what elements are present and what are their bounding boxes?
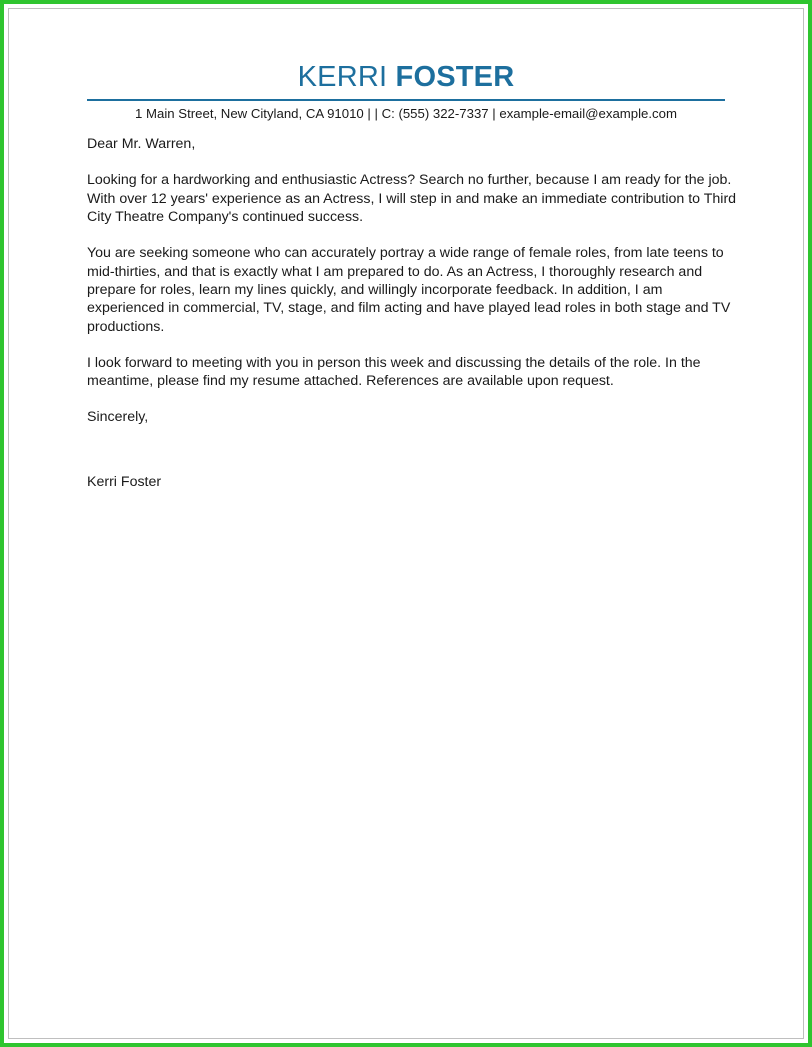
applicant-name	[0, 60, 812, 94]
header-divider	[87, 99, 725, 101]
letter-paragraph: You are seeking someone who can accurately portray a wide range of female roles, from late teens to mid-thirties, and that is exactly what I am prepared to do. As an Actress, I thoroughly research and prepare for roles, learn my lines quickly, and willingly incorporate feedback. In addition, I am experienced in commercial, TV, stage, and film acting and have played lead roles in both stage and TV productions.	[87, 245, 731, 335]
contact-line: 1 Main Street, New Cityland, CA 91010 | | C: (555) 322-7337 | example-email@example.com	[135, 106, 677, 121]
last-name: FOSTER	[395, 61, 515, 93]
letter-signature: Kerri Foster	[87, 474, 162, 491]
first-name: KERRI	[297, 61, 388, 93]
letter-paragraph: I look forward to meeting with you in person this week and discussing the details of the role. In the meantime, please find my resume attached. References are available upon request.	[87, 354, 701, 390]
letter-body	[87, 135, 737, 492]
letter-greeting: Dear Mr. Warren,	[87, 136, 196, 152]
letter-paragraph: Looking for a hardworking and enthusiastic Actress? Search no further, because I am ready for the job. With over 12 years' experience as an Actress, I will step in and make an immediate contribution to Third City Theatre Company's continued success.	[87, 172, 737, 226]
letter-closing: Sincerely,	[87, 408, 149, 425]
